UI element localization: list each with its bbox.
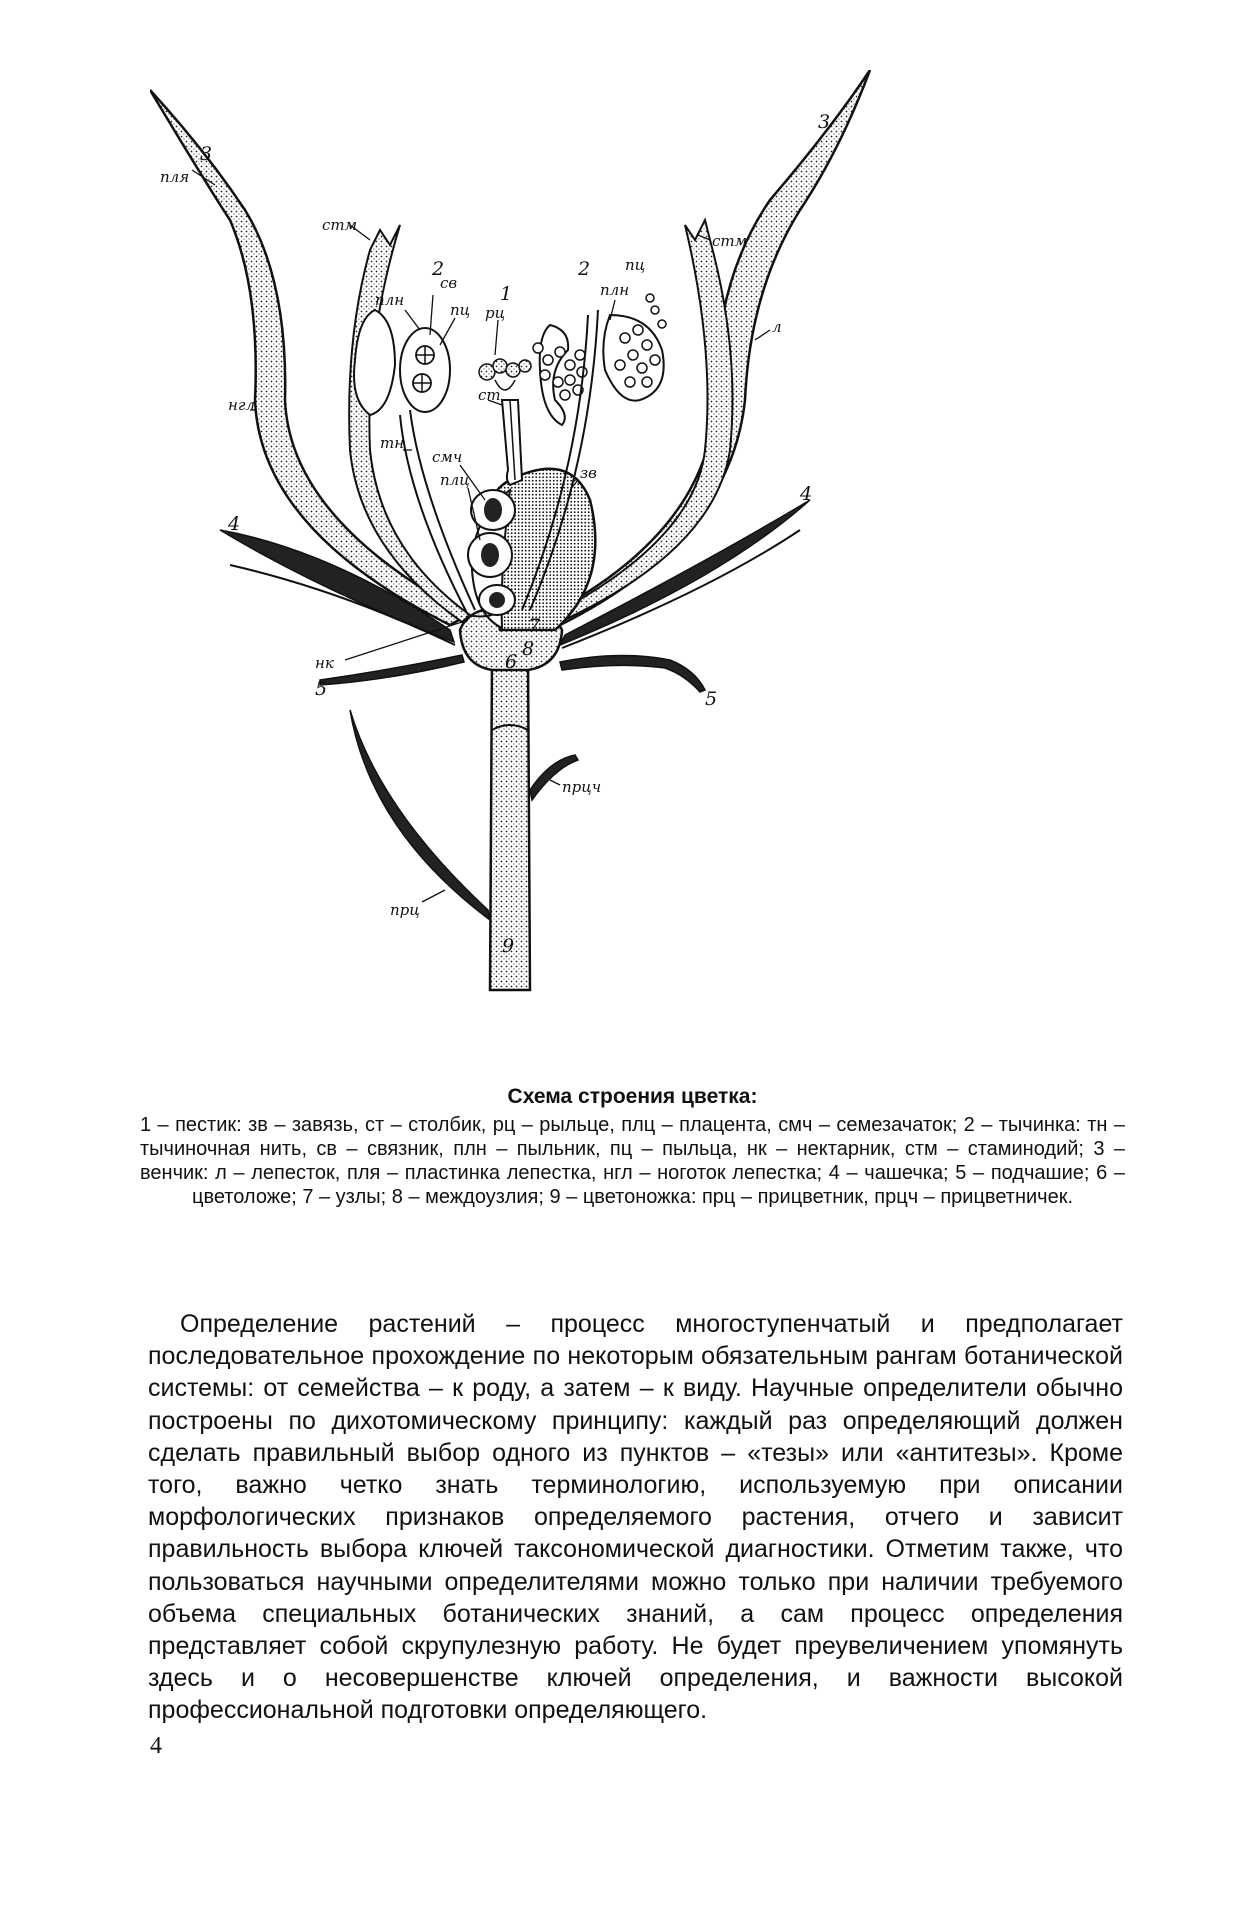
number-8: 8 bbox=[522, 638, 535, 660]
number-7: 7 bbox=[528, 615, 541, 637]
label-l: л bbox=[772, 318, 782, 336]
page-number: 4 bbox=[150, 1733, 162, 1759]
label-pln-left: плн bbox=[375, 291, 405, 309]
label-pln-right: плн bbox=[600, 281, 630, 299]
label-stm-right: стм bbox=[712, 232, 748, 250]
number-2-right: 2 bbox=[578, 258, 591, 280]
ovules bbox=[468, 490, 515, 615]
caption-body: 1 – пестик: зв – завязь, ст – столбик, рц – рыльце, плц – плацента, смч – семезачаток; 2 – тычинка: тн – тычиночная нить, св – связник, плн – пыльник, пц – пыльца, нк – нектарник, стм – стаминодий; 3 – венчик: л – лепесток, пля – пластинка лепестка, нгл – ноготок лепестка; 4 – чашечка; 5 – подчашие; 6 – цветоложе; 7 – узлы; 8 – междоузлия; 9 – цветоножка: прц – прицветник, прцч – прицветничек. bbox=[140, 1114, 1125, 1208]
number-5-right: 5 bbox=[705, 688, 718, 710]
caption-title: Схема строения цветка: bbox=[507, 1085, 758, 1108]
label-tn: тн bbox=[380, 434, 405, 452]
label-pll: пля bbox=[160, 168, 190, 186]
label-ngl: нгл bbox=[228, 396, 256, 414]
number-2-left: 2 bbox=[432, 258, 445, 280]
epicalyx-left bbox=[320, 655, 464, 685]
number-3-left: 3 bbox=[200, 143, 213, 165]
label-pc-left: пц bbox=[450, 301, 471, 319]
number-1: 1 bbox=[500, 283, 513, 305]
label-zv: зв bbox=[580, 464, 597, 482]
number-9: 9 bbox=[502, 935, 515, 957]
label-prc: прц bbox=[390, 901, 420, 919]
flower-structure-diagram bbox=[150, 70, 1100, 1060]
label-st: ст bbox=[478, 386, 501, 404]
label-nk: нк bbox=[315, 654, 334, 672]
number-6: 6 bbox=[505, 651, 518, 673]
number-4-left: 4 bbox=[228, 513, 241, 535]
label-smch: смч bbox=[432, 448, 463, 466]
number-5-left: 5 bbox=[315, 678, 328, 700]
number-4-right: 4 bbox=[800, 483, 813, 505]
label-prcch: прцч bbox=[562, 778, 602, 796]
number-3-right: 3 bbox=[818, 111, 831, 133]
bract-left bbox=[350, 710, 490, 920]
paragraph: Определение растений – процесс многоступенчатый и предполагает последовательное прохождение по некоторым обязательным рангам ботанической системы: от семейства – к роду, а затем – к виду. Научные определители обычно построены по дихотомическому принципу: каждый раз определяющий должен сделать правильный выбор одного из пунктов – «тезы» или «антитезы». Кроме того, важно четко знать терминологию, используемую при описании морфологических признаков определяемого растения, отчего и зависит правильность выбора ключей таксономической диагностики. Отметим также, что пользоваться научными определителями можно только при наличии требуемого объема специальных ботанических знаний, а сам процесс определения представляет собой скрупулезную работу. Не будет преувеличением упомянуть здесь и о несовершенстве ключей определения, и важности высокой профессиональной подготовки определяющего. bbox=[148, 1310, 1123, 1725]
main-text bbox=[148, 1308, 1123, 1727]
label-pts: рц bbox=[485, 304, 506, 322]
label-pc-right: пц bbox=[625, 256, 646, 274]
label-sv: св bbox=[440, 274, 458, 292]
label-plc: плц bbox=[440, 471, 470, 489]
epicalyx-right bbox=[560, 655, 705, 692]
label-stm-left: стм bbox=[322, 216, 358, 234]
figure-caption bbox=[140, 1085, 1125, 1209]
